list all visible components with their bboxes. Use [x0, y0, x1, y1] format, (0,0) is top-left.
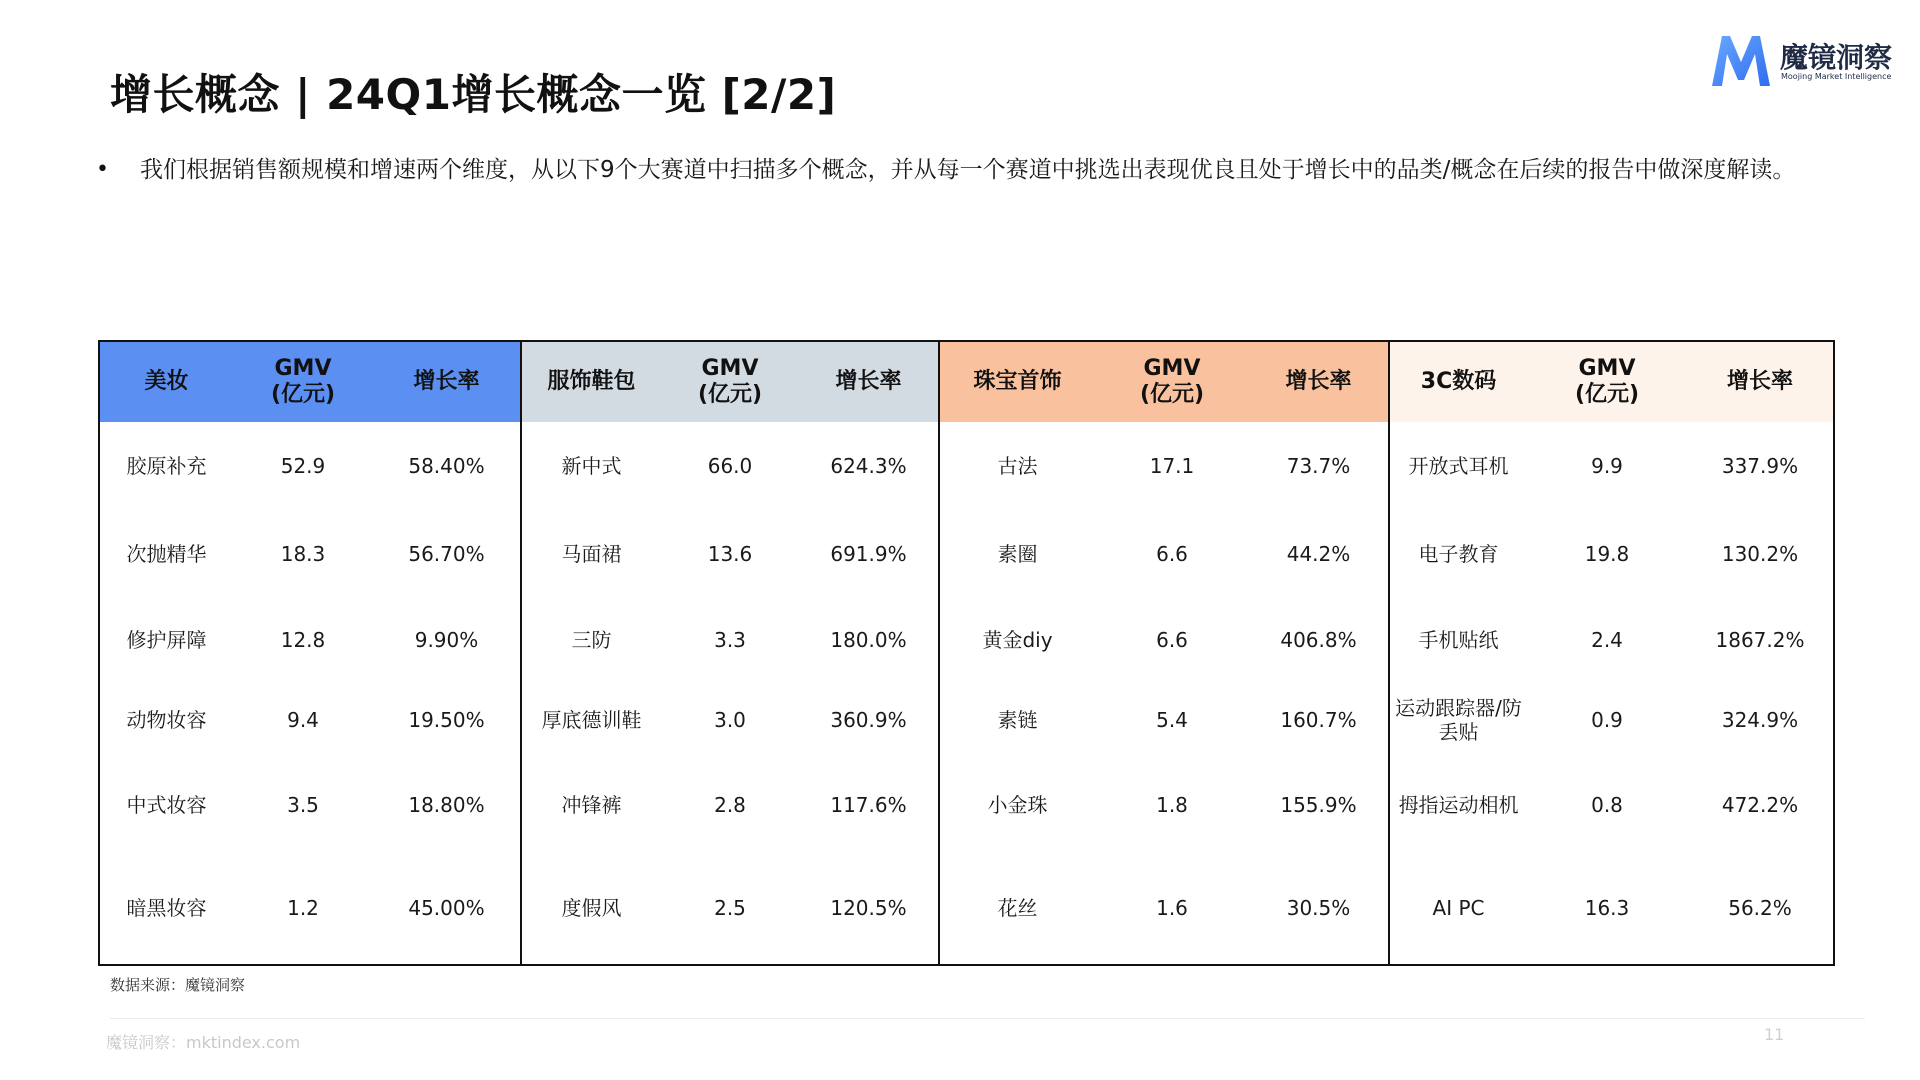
page-number: 11	[1764, 1025, 1785, 1044]
header-growth-beauty: 增长率	[373, 341, 521, 422]
intro-text: 我们根据销售额规模和增速两个维度，从以下9个大赛道中扫描多个概念，并从每一个赛道中挑选出表现优良且处于增长中的品类/概念在后续的报告中做深度解读。	[140, 157, 1796, 183]
concept-name: 厚底德训鞋	[521, 682, 661, 758]
header-category-beauty: 美妆	[99, 341, 233, 422]
table-row	[99, 682, 1834, 758]
header-growth-3c: 增长率	[1687, 341, 1834, 422]
gmv-value: 3.5	[287, 793, 319, 817]
concept-name: 马面裙	[521, 510, 661, 598]
concept-name: 三防	[521, 598, 661, 682]
concept-name: 拇指运动相机	[1389, 758, 1527, 852]
moojing-m-logo-icon	[1708, 32, 1774, 88]
growth-value: 58.40%	[408, 454, 485, 478]
growth-value: 691.9%	[830, 542, 907, 566]
header-gmv-jewelry	[1095, 341, 1249, 422]
header-gmv-text: GMV (亿元)	[1139, 356, 1205, 407]
concept-name: 黄金diy	[939, 598, 1095, 682]
gmv-value: 0.9	[1591, 708, 1623, 732]
gmv-value: 19.8	[1584, 542, 1630, 566]
table-row	[99, 422, 1834, 510]
footer-divider	[110, 1018, 1865, 1019]
concept-name: 素圈	[939, 510, 1095, 598]
concept-name: 开放式耳机	[1389, 422, 1527, 510]
footer-website: 魔镜洞察：mktindex.com	[106, 1033, 301, 1052]
table-row	[99, 598, 1834, 682]
header-gmv-text: GMV (亿元)	[1574, 356, 1640, 407]
growth-value: 56.70%	[408, 542, 485, 566]
gmv-value: 1.8	[1156, 793, 1188, 817]
gmv-value: 2.5	[714, 896, 746, 920]
header-category-apparel: 服饰鞋包	[521, 341, 661, 422]
growth-value: 120.5%	[830, 896, 907, 920]
header-gmv-apparel	[661, 341, 799, 422]
growth-value: 117.6%	[830, 793, 907, 817]
header-growth-apparel: 增长率	[799, 341, 939, 422]
gmv-value: 0.8	[1591, 793, 1623, 817]
concept-name: 古法	[939, 422, 1095, 510]
growth-value: 406.8%	[1280, 628, 1357, 652]
header-category-3c: 3C数码	[1389, 341, 1527, 422]
header-category-jewelry: 珠宝首饰	[939, 341, 1095, 422]
data-source-note: 数据来源：魔镜洞察	[110, 976, 246, 994]
growth-concepts-table	[98, 340, 1835, 966]
growth-value: 44.2%	[1286, 542, 1351, 566]
growth-value: 155.9%	[1280, 793, 1357, 817]
logo-name-cn: 魔镜洞察	[1780, 41, 1893, 74]
concept-name: 素链	[939, 682, 1095, 758]
header-growth-jewelry: 增长率	[1249, 341, 1389, 422]
concept-name: 冲锋裤	[521, 758, 661, 852]
table-row	[99, 758, 1834, 852]
growth-value: 160.7%	[1280, 708, 1357, 732]
gmv-value: 13.6	[707, 542, 753, 566]
concept-name: 次抛精华	[126, 542, 207, 566]
concept-name: 小金珠	[939, 758, 1095, 852]
gmv-value: 9.9	[1591, 454, 1623, 478]
gmv-value: 12.8	[280, 628, 326, 652]
concept-name: 中式妆容	[126, 793, 207, 817]
concept-name: 暗黑妆容	[126, 896, 207, 920]
gmv-value: 3.0	[714, 708, 746, 732]
growth-value: 18.80%	[408, 793, 485, 817]
header-gmv-text: GMV (亿元)	[697, 356, 763, 407]
header-gmv-3c	[1527, 341, 1687, 422]
gmv-value: 52.9	[280, 454, 326, 478]
brand-logo	[1708, 32, 1908, 88]
gmv-value: 1.6	[1156, 896, 1188, 920]
growth-value: 360.9%	[830, 708, 907, 732]
table-header-row	[99, 341, 1834, 422]
growth-value: 472.2%	[1721, 793, 1799, 817]
growth-value: 19.50%	[408, 708, 485, 732]
header-gmv-beauty	[233, 341, 373, 422]
growth-value: 9.90%	[414, 628, 479, 652]
gmv-value: 6.6	[1156, 628, 1188, 652]
concept-name: 花丝	[939, 852, 1095, 965]
concept-name: 度假风	[521, 852, 661, 965]
growth-value: 130.2%	[1721, 542, 1799, 566]
gmv-value: 17.1	[1149, 454, 1195, 478]
concept-name: AI PC	[1389, 852, 1527, 965]
page-title: 增长概念 | 24Q1增长概念一览 [2/2]	[110, 70, 837, 119]
gmv-value: 6.6	[1156, 542, 1188, 566]
table-row	[99, 510, 1834, 598]
gmv-value: 16.3	[1584, 896, 1630, 920]
gmv-value: 5.4	[1156, 708, 1188, 732]
growth-value: 337.9%	[1721, 454, 1799, 478]
growth-value: 1867.2%	[1715, 628, 1805, 652]
gmv-value: 2.4	[1591, 628, 1623, 652]
gmv-value: 18.3	[280, 542, 326, 566]
concept-name: 修护屏障	[126, 628, 207, 652]
growth-value: 180.0%	[830, 628, 907, 652]
concept-name: 胶原补充	[126, 454, 207, 478]
gmv-value: 66.0	[707, 454, 753, 478]
concept-name: 手机贴纸	[1389, 598, 1527, 682]
concept-name: 电子教育	[1389, 510, 1527, 598]
gmv-value: 2.8	[714, 793, 746, 817]
growth-value: 45.00%	[408, 896, 485, 920]
bullet-dot-icon: •	[96, 157, 109, 182]
growth-value: 30.5%	[1286, 896, 1351, 920]
concept-name: 运动跟踪器/防丢贴	[1389, 682, 1527, 758]
gmv-value: 9.4	[287, 708, 319, 732]
table-row	[99, 852, 1834, 965]
gmv-value: 1.2	[287, 896, 319, 920]
concept-name: 新中式	[521, 422, 661, 510]
growth-value: 73.7%	[1286, 454, 1351, 478]
gmv-value: 3.3	[714, 628, 746, 652]
growth-value: 56.2%	[1728, 896, 1792, 920]
header-gmv-text: GMV (亿元)	[270, 356, 336, 407]
concept-name: 动物妆容	[126, 708, 207, 732]
growth-value: 624.3%	[830, 454, 907, 478]
growth-value: 324.9%	[1721, 708, 1799, 732]
logo-name-en: Moojing Market Intelligence	[1781, 72, 1892, 81]
